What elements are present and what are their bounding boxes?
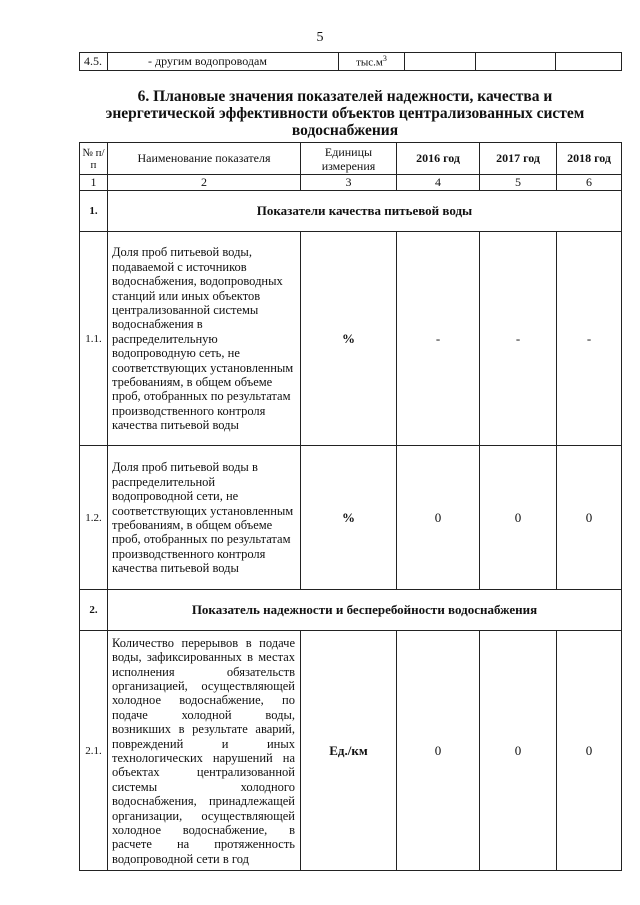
row-unit: % [301, 232, 397, 446]
group-title: Показатель надежности и бесперебойности водоснабжения [108, 590, 622, 631]
value-2018: 0 [557, 631, 622, 871]
value-2017: - [480, 232, 557, 446]
table-row [80, 232, 622, 446]
value-2018: 0 [557, 446, 622, 590]
header-name: Наименование показателя [108, 143, 301, 175]
row-value-cell [476, 53, 556, 71]
table-row [80, 631, 622, 871]
row-value-cell [405, 53, 476, 71]
table-row [80, 446, 622, 590]
value-2017: 0 [480, 631, 557, 871]
row-unit: Ед./км [301, 631, 397, 871]
value-2016: 0 [397, 631, 480, 871]
value-2018: - [557, 232, 622, 446]
page-number: 5 [316, 30, 324, 45]
row-number: 4.5. [80, 53, 108, 71]
column-index: 2 [108, 175, 301, 191]
column-index-row [80, 175, 622, 191]
section-title: 6. Плановые значения показателей надежности, качества и энергетической эффективности объектов централизованных систем водоснабжения [105, 88, 585, 139]
row-number: 1.2. [80, 446, 108, 590]
row-unit: % [301, 446, 397, 590]
row-name: - другим водопроводам [108, 53, 339, 71]
header-2016: 2016 год [397, 143, 480, 175]
group-number: 1. [80, 191, 108, 232]
row-name: Доля проб питьевой воды, подаваемой с источников водоснабжения, водопроводных станций или иных объектов централизованной системы водоснабжения в распределительную водопроводную сеть, не соответствующих установленным требованиям, в общем объеме проб, отобранных по результатам производственного контроля качества питьевой воды [108, 232, 301, 446]
value-2016: 0 [397, 446, 480, 590]
value-2017: 0 [480, 446, 557, 590]
column-index: 1 [80, 175, 108, 191]
column-index: 6 [557, 175, 622, 191]
row-name: Доля проб питьевой воды в распределительной водопроводной сети, не соответствующих установленным требованиям, в общем объеме проб, отобранных по результатам производственного контроля качества питьевой воды [108, 446, 301, 590]
header-2018: 2018 год [557, 143, 622, 175]
column-index: 3 [301, 175, 397, 191]
header-num: № п/п [80, 143, 108, 175]
group-header-row [80, 191, 622, 232]
row-unit: $тыс.м^3$ [339, 53, 405, 71]
column-index: 5 [480, 175, 557, 191]
group-header-row [80, 590, 622, 631]
table-header-row [80, 143, 622, 175]
previous-table-tail [79, 52, 622, 71]
group-number: 2. [80, 590, 108, 631]
row-value-cell [556, 53, 622, 71]
row-name: Количество перерывов в подаче воды, зафиксированных в местах исполнения обязательств организацией, осуществляющей холодное водоснабжение, по подаче холодной воды, возникших в результате аварий, повреждений и иных технологических нарушений на объектах централизованной системы холодного водоснабжения, принадлежащей организации, осуществляющей холодное водоснабжение, в расчете на протяженность водопроводной сети в год [108, 631, 301, 871]
header-2017: 2017 год [480, 143, 557, 175]
indicators-table [79, 142, 622, 871]
table-row [80, 53, 622, 71]
header-unit: Единицы измерения [301, 143, 397, 175]
row-number: 1.1. [80, 232, 108, 446]
group-title: Показатели качества питьевой воды [108, 191, 622, 232]
row-number: 2.1. [80, 631, 108, 871]
value-2016: - [397, 232, 480, 446]
column-index: 4 [397, 175, 480, 191]
